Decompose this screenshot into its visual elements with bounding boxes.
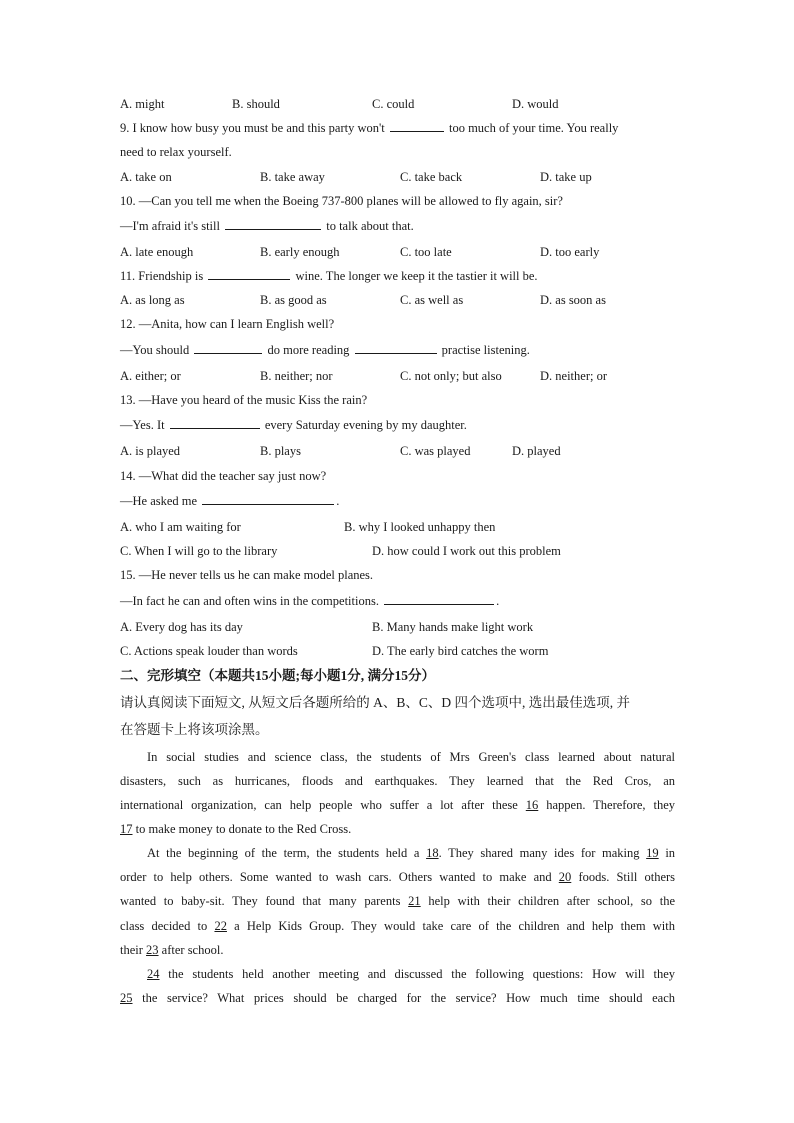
q11-option-c: C. as well as [400,293,464,307]
q9-option-d: D. take up [540,170,592,184]
q8-option-a: A. might [120,97,165,111]
passage-p3-line-1 [120,965,675,983]
q10-question: 10. —Can you tell me when the Boeing 737-800 planes will be allowed to fly again, sir? [120,194,563,208]
q11-option-b: B. as good as [260,293,327,307]
q15-option-b: B. Many hands make light work [372,620,534,634]
blank-number-21: 21 [408,894,421,908]
passage-text: the service? What prices should be charged for the service? How much time should each [142,991,676,1005]
q13-option-b: B. plays [260,444,301,458]
q13-option-d: D. played [512,444,561,458]
blank-number-18: 18 [426,846,439,860]
q10-option-b: B. early enough [260,245,340,259]
passage-p2-line-2 [120,868,675,886]
blank-number-23: 23 [146,943,159,957]
blank-number-16: 16 [525,798,539,812]
q9-text-a: 9. I know how busy you must be and this party won't [120,121,385,135]
q13-blank [170,416,260,429]
q13-option-a: A. is played [120,444,181,458]
section-2-instruction-1: 请认真阅读下面短文, 从短文后各题所给的 A、B、C、D 四个选项中, 选出最佳选项, 并 [120,695,631,710]
q15-answer-line [120,592,499,610]
q11-blank [208,267,290,280]
passage-p1-line-2: disasters, such as hurricanes, floods and earthquakes. They learned that the Red Cros, an [120,774,675,788]
q14-text-a: —He asked me [120,494,198,508]
passage-text: class decided to [120,919,208,933]
q11-option-a: A. as long as [120,293,185,307]
q12-text-c: practise listening. [441,343,530,357]
passage-text: after school. [161,943,224,957]
blank-number-19: 19 [646,846,659,860]
passage-p2-line-5 [120,941,675,959]
blank-number-22: 22 [214,919,227,933]
q10-option-c: C. too late [400,245,452,259]
q14-blank [202,492,334,505]
passage-p3-line-2 [120,989,675,1007]
q10-answer-line [120,217,414,235]
q12-option-a: A. either; or [120,369,181,383]
q9-question [120,119,618,137]
q14-option-d: D. how could I work out this problem [372,544,561,558]
passage-text: order to help others. Some wanted to wash cars. Others wanted to make and [120,870,552,884]
passage-text: happen. Therefore, they [546,798,675,812]
q9-text-b: too much of your time. You really [448,121,619,135]
q15-text-a: —In fact he can and often wins in the competitions. [120,594,379,608]
q11-question [120,267,538,285]
q15-option-d: D. The early bird catches the worm [372,644,549,658]
blank-number-25: 25 [120,991,133,1005]
passage-text: in [665,846,676,860]
q10-option-d: D. too early [540,245,600,259]
passage-text: foods. Still others [578,870,676,884]
q12-option-d: D. neither; or [540,369,607,383]
q13-text-b: every Saturday evening by my daughter. [264,418,467,432]
q12-answer-line [120,341,530,359]
q9-option-b: B. take away [260,170,325,184]
passage-p1-line-4 [120,820,675,838]
q10-text-a: —I'm afraid it's still [120,219,220,233]
passage-text: to make money to donate to the Red Cross. [135,822,352,836]
passage-p2-line-3 [120,892,675,910]
q14-question: 14. —What did the teacher say just now? [120,469,327,483]
blank-number-20: 20 [558,870,572,884]
q15-blank [384,592,494,605]
q9-question-cont: need to relax yourself. [120,145,232,159]
q14-option-c: C. When I will go to the library [120,544,278,558]
q8-option-b: B. should [232,97,280,111]
q14-option-a: A. who I am waiting for [120,520,241,534]
q13-option-c: C. was played [400,444,471,458]
passage-text: wanted to baby-sit. They found that many parents [120,894,401,908]
q12-option-c: C. not only; but also [400,369,502,383]
q13-answer-line [120,416,467,434]
q13-text-a: —Yes. It [120,418,165,432]
passage-p1-line-3 [120,796,675,814]
q15-option-c: C. Actions speak louder than words [120,644,298,658]
q11-text-b: wine. The longer we keep it the tastier it will be. [295,269,538,283]
q12-blank-1 [194,341,262,354]
passage-p2-line-4 [120,917,675,935]
passage-p1-line-1: In social studies and science class, the students of Mrs Green's class learned about natural [147,750,675,764]
q10-text-b: to talk about that. [326,219,414,233]
passage-text: a Help Kids Group. They would take care of the children and help them with [234,919,676,933]
q8-option-c: C. could [372,97,415,111]
q11-option-d: D. as soon as [540,293,606,307]
passage-text: . They shared many ides for making [438,846,640,860]
q15-question: 15. —He never tells us he can make model planes. [120,568,374,582]
q15-option-a: A. Every dog has its day [120,620,243,634]
q12-text-b: do more reading [267,343,350,357]
passage-text: international organization, can help people who suffer a lot after these [120,798,518,812]
q12-text-a: —You should [120,343,190,357]
passage-text: their [120,943,143,957]
q9-option-a: A. take on [120,170,172,184]
section-2-instruction-2: 在答题卡上将该项涂黑。 [120,722,269,737]
q14-text-b: . [336,494,340,508]
q13-question: 13. —Have you heard of the music Kiss the rain? [120,393,368,407]
blank-number-17: 17 [120,822,133,836]
q9-option-c: C. take back [400,170,463,184]
q8-option-d: D. would [512,97,559,111]
q12-question: 12. —Anita, how can I learn English well? [120,317,335,331]
q12-option-b: B. neither; nor [260,369,333,383]
q9-blank [390,119,444,132]
q10-blank [225,217,321,230]
q14-option-b: B. why I looked unhappy then [344,520,496,534]
passage-text: At the beginning of the term, the students held a [147,846,420,860]
section-2-title: 二、完形填空（本题共15小题;每小题1分, 满分15分） [120,668,435,683]
passage-p2-line-1 [120,844,675,862]
passage-text: the students held another meeting and discussed the following questions: How will they [168,967,676,981]
q10-option-a: A. late enough [120,245,194,259]
q12-blank-2 [355,341,437,354]
blank-number-24: 24 [147,967,160,981]
q15-text-b: . [496,594,500,608]
passage-text: help with their children after school, so the [428,894,676,908]
q14-answer-line [120,492,339,510]
q11-text-a: 11. Friendship is [120,269,204,283]
